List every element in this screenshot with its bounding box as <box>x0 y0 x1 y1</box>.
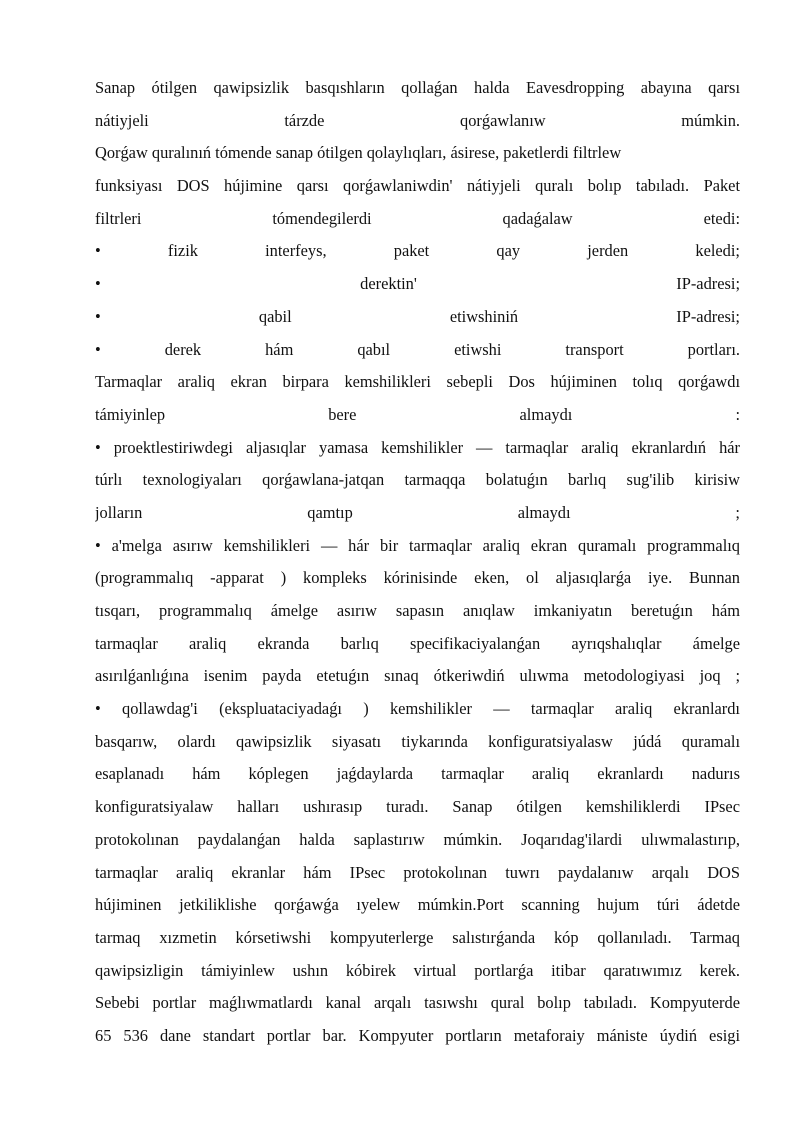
text-line: Qorǵaw quralınıń tómende sanap ótilgen qolaylıqları, ásirese, paketlerdi filtrlew <box>95 143 622 163</box>
text-line: funksiyası DOS hújimine qarsı qorǵawlaniwdin' nátiyjeli quralı bolıp tabıladı. Paket <box>95 176 740 196</box>
text-line: qawipsizligin támiyinlew ushın kóbirek virtual portlarǵa itibar qaratıwımız kerek. <box>95 960 740 980</box>
text-line: esaplanadı hám kóplegen jaǵdaylarda tarmaqlar araliq ekranlardı nadurıs <box>95 764 740 784</box>
text-line: asırılǵanlıǵına isenim payda etetuǵın sınaq ótkeriwdiń ulıwma metodologiyasi joq ; <box>95 666 740 686</box>
text-line: jolların qamtıp almaydı ; <box>95 502 740 522</box>
text-line: túrlı texnologiyaları qorǵawlana-jatqan tarmaqqa bolatuǵın barlıq sug'ilib kirisiw <box>95 470 740 490</box>
text-line: basqarıw, olardı qawipsizlik siyasatı tiykarında konfiguratsiyalasw júdá quramalı <box>95 731 740 751</box>
text-line: támiyinlep bere almaydı : <box>95 404 740 424</box>
text-line: Sanap ótilgen qawipsizlik basqıshların qollaǵan halda Eavesdropping abayına qarsı <box>95 78 740 97</box>
text-line: filtrleri tómendegilerdi qadaǵalaw etedi: <box>95 208 740 228</box>
text-line: Tarmaqlar araliq ekran birpara kemshilikleri sebepli Dos hújiminen tolıq qorǵawdı <box>95 372 740 392</box>
list-item: • a'melga asırıw kemshilikleri — hár bir tarmaqlar araliq ekran quramalı programmalıq <box>95 535 740 555</box>
text-line: tarmaqlar araliq ekranlar hám IPsec protokolınan tuwrı paydalanıw arqalı DOS <box>95 862 740 882</box>
text-line: tarmaqlar araliq ekranda barlıq specifikaciyalanǵan ayrıqshalıqlar ámelge <box>95 633 740 653</box>
text-line: hújiminen jetkiliklishe qorǵawǵa ıyelew múmkin.Port scanning hujum túri ádetde <box>95 895 740 915</box>
list-item: • qabil etiwshiniń IP-adresi; <box>95 306 740 326</box>
list-item: • derek hám qabıl etiwshi transport portları. <box>95 339 740 359</box>
text-line: tarmaq xızmetin kórsetiwshi kompyuterlerge salıstırǵanda kóp qollanıladı. Tarmaq <box>95 927 740 947</box>
list-item: • proektlestiriwdegi aljasıqlar yamasa kemshilikler — tarmaqlar araliq ekranlardıń hár <box>95 437 740 457</box>
text-line: protokolınan paydalanǵan halda saplastırıw múmkin. Joqarıdag'ilardi ulıwmalastırıp, <box>95 829 740 849</box>
text-line: Sebebi portlar maǵlıwmatlardı kanal arqalı tasıwshı qural bolıp tabıladı. Kompyuterde <box>95 993 740 1013</box>
list-item: • derektin' IP-adresi; <box>95 274 740 294</box>
document-body <box>95 72 740 1053</box>
text-line: konfiguratsiyalaw halları ushırasıp turadı. Sanap ótilgen kemshiliklerdi IPsec <box>95 797 740 817</box>
list-item: • fizik interfeys, paket qay jerden keledi; <box>95 241 740 261</box>
text-line: 65 536 dane standart portlar bar. Kompyuter portların metaforaiy mániste úydiń esigi <box>95 1025 740 1045</box>
text-line: (programmalıq -apparat ) kompleks kórinisinde eken, ol aljasıqlarǵa iye. Bunnan <box>95 568 740 588</box>
text-line: nátiyjeli tárzde qorǵawlanıw múmkin. <box>95 110 740 130</box>
text-line: tısqarı, programmalıq ámelge asırıw sapasın anıqlaw imkaniyatın beretuǵın hám <box>95 601 740 620</box>
list-item: • qollawdag'i (ekspluataciyadaǵı ) kemshilikler — tarmaqlar araliq ekranlardı <box>95 699 740 719</box>
